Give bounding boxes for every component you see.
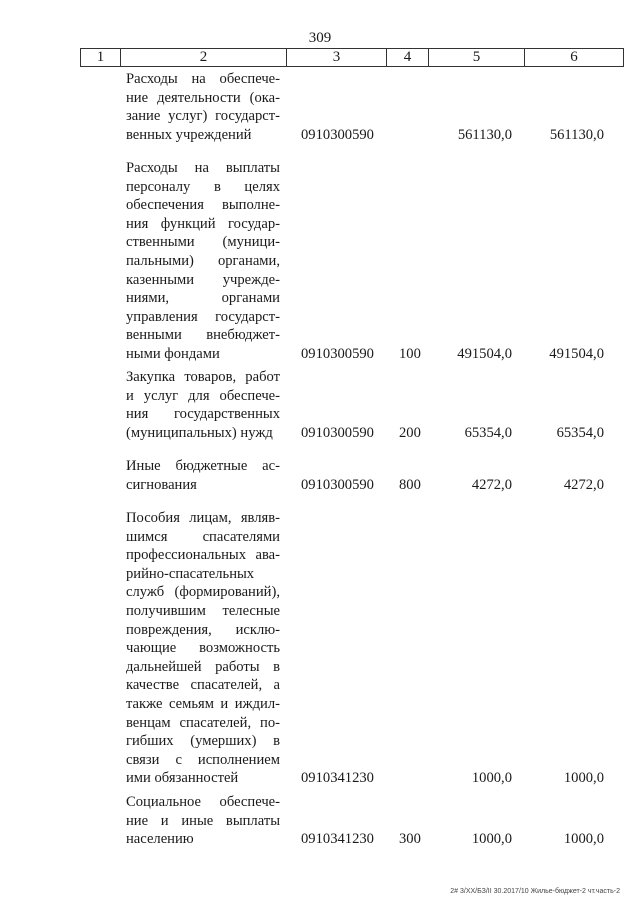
row-expense-type: 300 [399, 831, 421, 848]
description-line: Закупка товаров, работ [126, 369, 280, 385]
row-amount-col5: 1000,0 [471, 770, 512, 787]
column-header-table [80, 48, 624, 67]
description-line: казенными учрежде- [126, 271, 280, 288]
row-amount-col6: 561130,0 [549, 126, 604, 143]
description-line: чающие возможность [126, 640, 280, 657]
description-line: ния функций государ- [126, 215, 280, 232]
description-line: дальнейшей работы в [126, 658, 280, 675]
row-code: 0910300590 [301, 424, 374, 441]
column-header-2: 2 [121, 49, 287, 67]
description-line: рийно-спасательных [126, 565, 255, 582]
row-expense-type: 800 [399, 476, 421, 493]
row-amount-col5: 561130,0 [457, 126, 512, 143]
column-header-row [81, 49, 624, 67]
description-line: также семьям и иждил- [126, 695, 280, 712]
description-line: ниями, органами [126, 290, 280, 307]
row-amount-col6: 491504,0 [549, 346, 604, 362]
description-line: ния государственных [126, 406, 280, 423]
row-amount-col6: 4272,0 [563, 476, 604, 493]
description-line: и услуг для обеспече- [126, 387, 280, 404]
row-code: 0910341230 [301, 831, 374, 848]
row-description [126, 368, 280, 442]
description-line: ственными (муници- [126, 234, 280, 251]
description-line: Расходы на выплаты [126, 160, 280, 176]
description-line: управления государст- [126, 308, 280, 325]
description-line: венцам спасателей, по- [126, 714, 280, 731]
description-line: шимся спасателями [126, 528, 280, 545]
row-description [126, 509, 280, 788]
description-line: (муниципальных) нужд [126, 424, 273, 441]
column-header-5: 5 [429, 49, 525, 67]
row-amount-col5: 491504,0 [457, 346, 512, 362]
description-line: обеспечения выполне- [126, 197, 280, 214]
row-code: 0910341230 [301, 770, 374, 787]
description-line: Иные бюджетные ас- [126, 458, 280, 474]
row-amount-col5: 4272,0 [471, 476, 512, 493]
column-header-4: 4 [387, 49, 429, 67]
row-expense-type: 100 [399, 346, 421, 362]
page-number: 309 [308, 30, 332, 46]
row-amount-col6: 65354,0 [556, 424, 604, 441]
description-line: Расходы на обеспече- [126, 71, 280, 87]
description-line: ными фондами [126, 345, 220, 362]
row-expense-type: 200 [399, 424, 421, 441]
row-description [126, 793, 280, 849]
row-amount-col5: 65354,0 [464, 424, 512, 441]
column-header-3: 3 [287, 49, 387, 67]
description-line: венными внебюджет- [126, 327, 280, 344]
row-amount-col6: 1000,0 [563, 770, 604, 787]
column-header-1: 1 [81, 49, 121, 67]
row-amount-col5: 1000,0 [471, 831, 512, 848]
description-line: зание услуг) государст- [126, 108, 280, 125]
row-code: 0910300590 [301, 126, 374, 143]
row-description [126, 457, 280, 494]
row-description [126, 159, 280, 364]
description-line: населению [126, 831, 194, 848]
description-line: ими обязанностей [126, 770, 239, 787]
footer-reference: 2# 3/ХХ/БЗ/II 30.2017/10 Жилье-бюджет-2 чт.часть-2 [450, 888, 620, 895]
description-line: качестве спасателей, а [126, 677, 280, 694]
description-line: повреждения, исклю- [126, 621, 280, 638]
row-amount-col6: 1000,0 [563, 831, 604, 848]
description-line: персоналу в целях [126, 178, 280, 195]
description-line: связи с исполнением [126, 751, 280, 768]
description-line: венных учреждений [126, 126, 252, 143]
row-description [126, 70, 280, 144]
description-line: ние деятельности (ока- [126, 89, 280, 106]
description-line: Социальное обеспече- [126, 794, 280, 810]
description-line: пальными) органами, [126, 252, 280, 269]
row-code: 0910300590 [301, 476, 374, 493]
description-line: сигнования [126, 476, 197, 493]
row-code: 0910300590 [301, 346, 374, 362]
description-line: гибших (умерших) в [126, 733, 280, 750]
description-line: служб (формирований), [126, 584, 280, 601]
column-header-6: 6 [525, 49, 624, 67]
description-line: профессиональных ава- [126, 547, 280, 564]
description-line: Пособия лицам, являв- [126, 510, 280, 526]
description-line: ние и иные выплаты [126, 812, 280, 829]
description-line: получившим телесные [126, 602, 280, 619]
